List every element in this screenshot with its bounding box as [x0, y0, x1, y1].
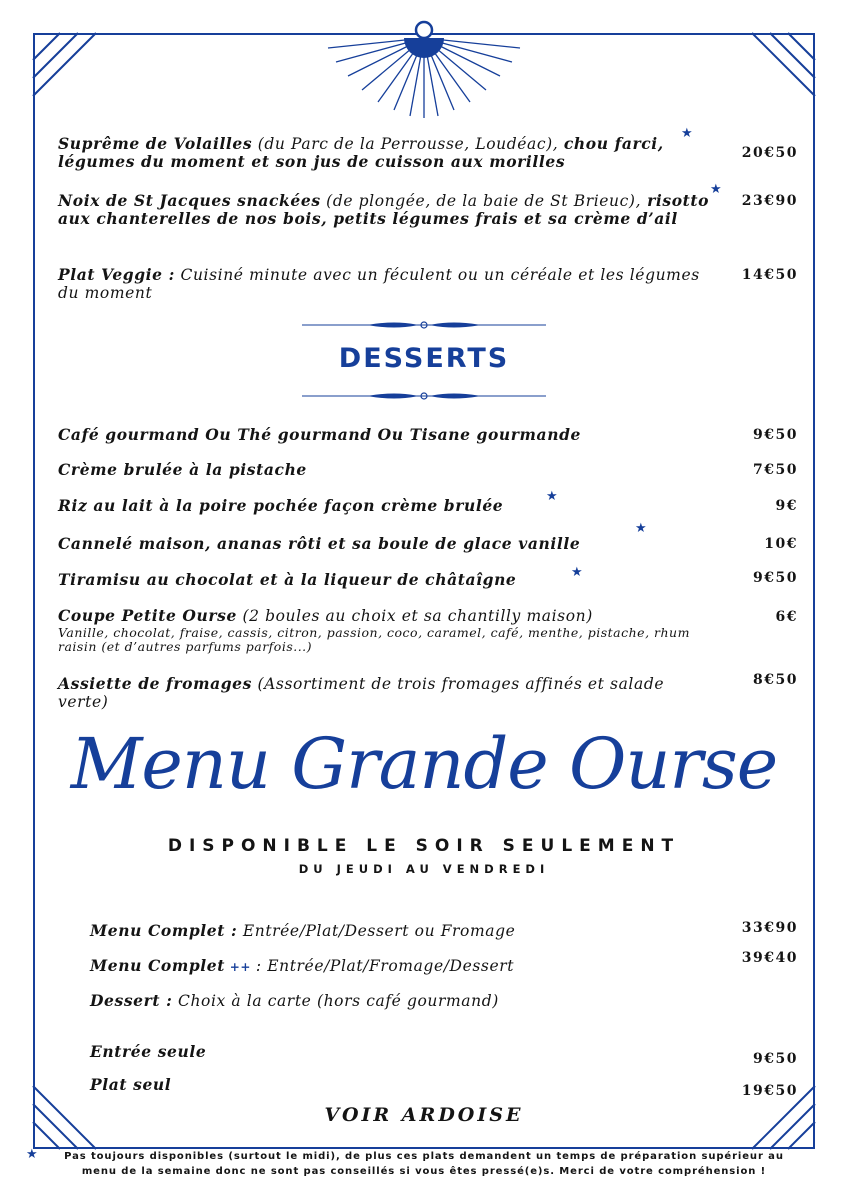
menu-option-label: Menu Complet: [90, 956, 225, 975]
corner-ornament-top-left: [33, 33, 96, 96]
footer-line-2: menu de la semaine donc ne sont pas conseillés si vous êtes pressé(e)s. Merci de votre compréhension !: [81, 1166, 767, 1177]
dessert-price-7: 8€50: [753, 672, 798, 688]
plat-name: Plat Veggie :: [58, 265, 175, 284]
dessert-name: Assiette de fromages: [58, 674, 252, 693]
star-icon: ★: [635, 521, 647, 536]
plat-price-3: 14€50: [741, 267, 798, 283]
menu-option-price-1: 33€90: [741, 920, 798, 936]
dessert-price-5: 9€50: [753, 570, 798, 586]
dessert-item-4: Cannelé maison, ananas rôti et sa boule de glace vanille: [58, 534, 581, 553]
divider-bottom: [302, 393, 546, 399]
menu-days: DU JEUDI AU VENDREDI: [298, 862, 550, 876]
menu-option-2: [90, 957, 514, 976]
menu-option-price-4: 9€50: [753, 1051, 798, 1067]
menu-option-1: [90, 922, 515, 940]
voir-ardoise: VOIR ARDOISE: [324, 1104, 524, 1126]
plat-name-continued: risotto aux chanterelles de nos bois, petits légumes frais et sa crème d’ail: [58, 191, 710, 228]
menu-title: Menu Grande Ourse: [70, 723, 778, 805]
menu-option-description: Choix à la carte (hors café gourmand): [172, 992, 499, 1010]
plat-description: Cuisiné minute avec un féculent ou un céréale et les légumes du moment: [58, 266, 700, 302]
menu-option-description: Entrée/Plat/Dessert ou Fromage: [237, 922, 516, 940]
menu-option-4: Entrée seule: [90, 1042, 207, 1061]
plat-item-3: [58, 266, 718, 302]
dessert-item-3: Riz au lait à la poire pochée façon crème brulée: [58, 496, 504, 515]
dessert-item-5: Tiramisu au chocolat et à la liqueur de châtaîgne: [58, 570, 517, 589]
plat-price-2: 23€90: [741, 193, 798, 209]
dessert-price-4: 10€: [764, 536, 798, 552]
star-icon: ★: [710, 182, 722, 197]
plat-item-1: [58, 135, 698, 171]
menu-option-5: Plat seul: [90, 1075, 172, 1094]
dessert-price-6: 6€: [775, 609, 798, 625]
menu-option-price-2: 39€40: [741, 950, 798, 966]
divider-top: [302, 322, 546, 328]
plat-description: (de plongée, de la baie de St Brieuc),: [320, 192, 642, 210]
footer-line-1: Pas toujours disponibles (surtout le midi), de plus ces plats demandent un temps de préparation supérieur au: [64, 1151, 784, 1162]
plat-item-2: [58, 192, 728, 228]
dessert-price-2: 7€50: [753, 462, 798, 478]
dessert-description: (Assortiment de trois fromages affinés et salade verte): [58, 675, 665, 711]
menu-option-3: [90, 992, 499, 1010]
star-icon: ★: [546, 489, 558, 504]
dessert-description: (2 boules au choix et sa chantilly maison): [236, 607, 593, 625]
menu-option-description: : Entrée/Plat/Fromage/Dessert: [255, 957, 515, 975]
plus-badge: ++: [224, 960, 256, 974]
footer-note: [0, 1149, 848, 1179]
desserts-heading: DESSERTS: [338, 343, 510, 374]
plat-name: Noix de St Jacques snackées: [58, 191, 321, 210]
dessert-item-7: [58, 675, 698, 711]
menu-availability: DISPONIBLE LE SOIR SEULEMENT: [167, 836, 681, 856]
plat-description: (du Parc de la Perrousse, Loudéac),: [252, 135, 564, 153]
plat-name: Suprême de Volailles: [58, 134, 253, 153]
star-icon: ★: [26, 1147, 38, 1162]
menu-option-price-5: 19€50: [741, 1083, 798, 1099]
menu-option-label: Menu Complet :: [90, 921, 238, 940]
plat-price-1: 20€50: [741, 145, 798, 161]
dessert-name: Coupe Petite Ourse: [58, 606, 237, 625]
sunburst-center: [404, 38, 444, 58]
plat-name-continued: chou farci, légumes du moment et son jus de cuisson aux morilles: [58, 134, 664, 171]
dessert-item-2: Crème brulée à la pistache: [58, 460, 307, 479]
star-icon: ★: [681, 126, 693, 141]
menu-option-label: Dessert :: [90, 991, 173, 1010]
star-icon: ★: [571, 565, 583, 580]
dessert-item-6: [58, 607, 718, 625]
ice-cream-flavours: Vanille, chocolat, fraise, cassis, citron, passion, coco, caramel, café, menthe, pistache, rhum raisin (et d’autres parfums parfois...): [58, 625, 690, 654]
dessert-price-1: 9€50: [753, 427, 798, 443]
corner-ornament-top-right: [752, 33, 815, 96]
dessert-item-1: Café gourmand Ou Thé gourmand Ou Tisane gourmande: [58, 425, 581, 444]
dessert-price-3: 9€: [775, 498, 798, 514]
